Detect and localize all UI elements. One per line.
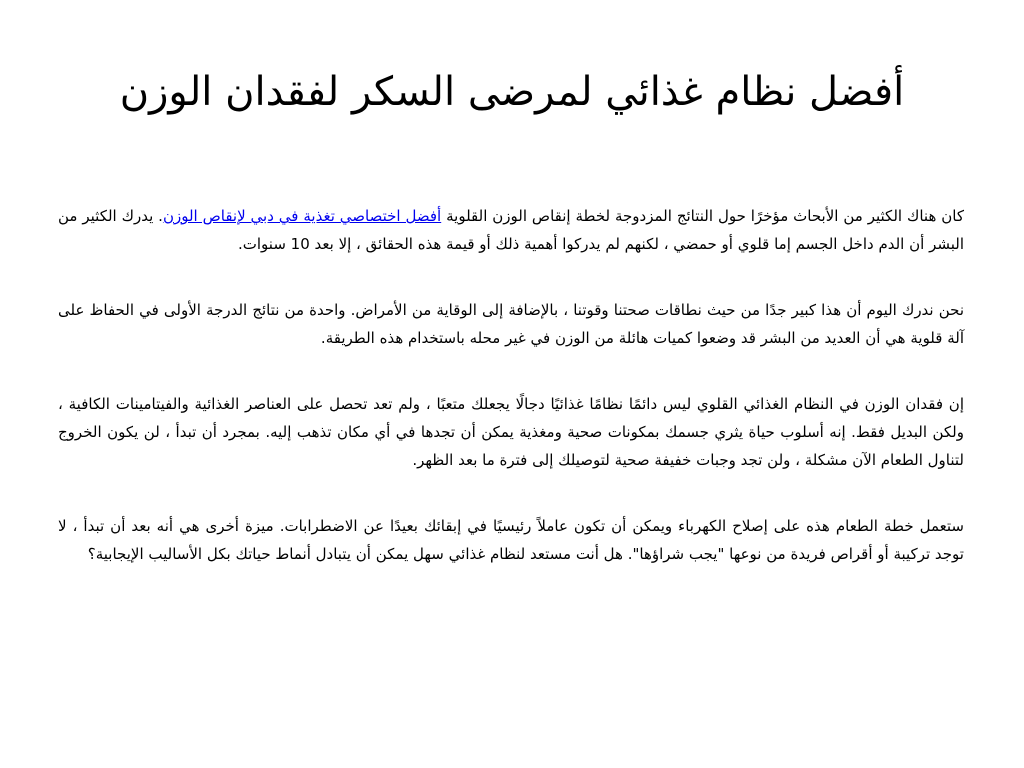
slide-body	[58, 202, 964, 568]
paragraph-1-text-end: . يدرك الكثير من البشر أن الدم داخل الجسم إما قلوي أو حمضي ، لكنهم لم يدركوا أهمية ذلك أو قيمة هذه الحقائق ، إلا بعد 10 سنوات.	[58, 207, 964, 253]
paragraph-2: نحن ندرك اليوم أن هذا كبير جدًا من حيث نطاقات صحتنا وقوتنا ، بالإضافة إلى الوقاية من الأمراض. واحدة من نتائج الدرجة الأولى في الحفاظ على آلة قلوية هي أن العديد من البشر قد وضعوا كميات هائلة من الوزن في غير محله باستخدام هذه الطريقة.	[58, 301, 964, 347]
paragraph-1-text-start: كان هناك الكثير من الأبحاث مؤخرًا حول النتائج المزدوجة لخطة إنقاص الوزن القلوية	[441, 207, 964, 225]
paragraph-1	[58, 202, 964, 258]
dubai-dietitian-link[interactable]: أفضل اختصاصي تغذية في دبي لإنقاص الوزن	[162, 207, 442, 225]
slide-title: أفضل نظام غذائي لمرضى السكر لفقدان الوزن	[119, 69, 905, 115]
paragraph-4: ستعمل خطة الطعام هذه على إصلاح الكهرباء ويمكن أن تكون عاملاً رئيسيًا في إبقائك بعيدًا عن الاضطرابات. ميزة أخرى هي أنه بعد أن تبدأ ، لا توجد تركيبة أو أقراص فريدة من نوعها "يجب شراؤها". هل أنت مستعد لنظام غذائي سهل يمكن أن يتبادل أنماط حياتك بكل الأساليب الإيجابية؟	[58, 517, 964, 563]
paragraph-3: إن فقدان الوزن في النظام الغذائي القلوي ليس دائمًا نظامًا غذائيًا دجالًا يجعلك متعبًا ، ولم تعد تحصل على العناصر الغذائية والفيتامينات الكافية ، ولكن البديل فقط. إنه أسلوب حياة يثري جسمك بمكونات صحية ومغذية يمكن أن تجدها في أي مكان تذهب إليه. بمجرد أن تبدأ ، لن يكون الخروج لتناول الطعام الآن مشكلة ، ولن تجد وجبات خفيفة صحية لتوصيلك إلى فترة ما بعد الظهر.	[58, 395, 964, 469]
